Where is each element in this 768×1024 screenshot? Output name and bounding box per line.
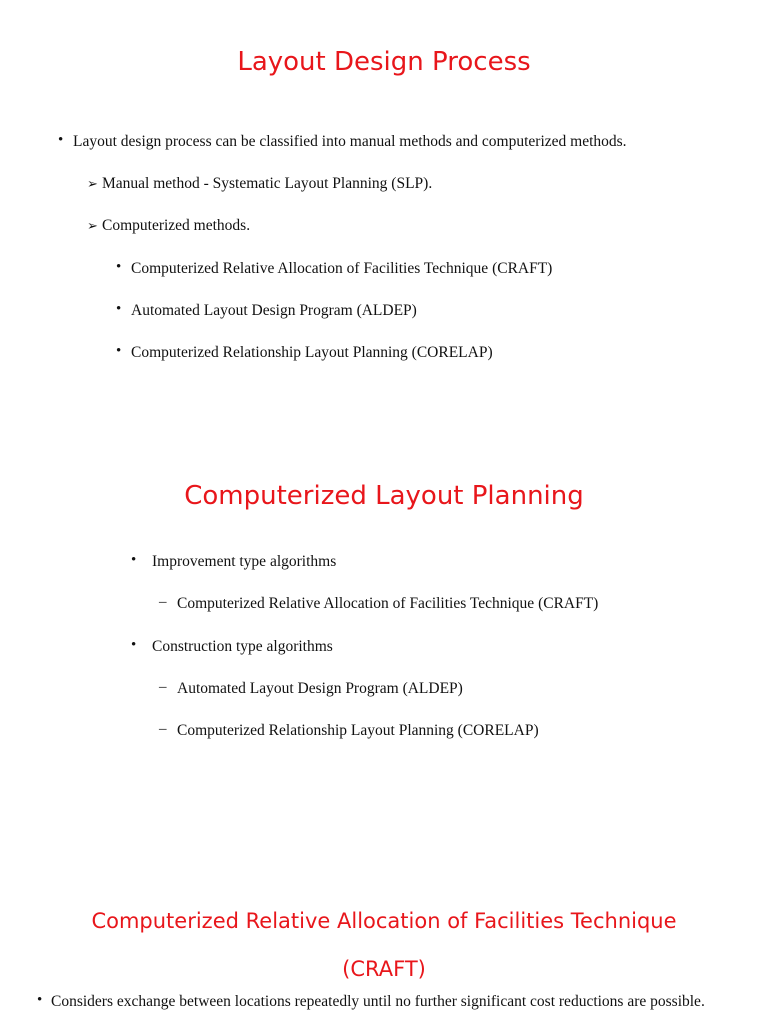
arrow-marker: ➢: [87, 176, 98, 191]
dash-marker: –: [159, 679, 167, 695]
slide1-sub-item: Computerized methods.: [102, 217, 251, 234]
slide3-bullet-text: Considers exchange between locations repeatedly until no further significant cost reductions are possible.: [51, 993, 705, 1010]
slide1-title: Layout Design Process: [237, 47, 531, 77]
slide1-method: Computerized Relative Allocation of Facilities Technique (CRAFT): [131, 260, 553, 277]
bullet-marker: •: [37, 992, 43, 1008]
bullet-marker: •: [131, 637, 137, 653]
slide2-group-item: Computerized Relationship Layout Planning (CORELAP): [177, 722, 539, 739]
dash-marker: –: [159, 721, 167, 737]
slide1-intro: Layout design process can be classified into manual methods and computerized methods.: [73, 133, 627, 150]
bullet-marker: •: [131, 552, 137, 568]
slide1-sub-item: Manual method - Systematic Layout Planning (SLP).: [102, 175, 433, 192]
slide2-group-item: Automated Layout Design Program (ALDEP): [177, 680, 463, 697]
slide3-title-line1: Computerized Relative Allocation of Facilities Technique: [91, 909, 677, 933]
bullet-marker: •: [116, 343, 122, 359]
arrow-marker: ➢: [87, 218, 98, 233]
slide2-group-item: Computerized Relative Allocation of Facilities Technique (CRAFT): [177, 595, 599, 612]
slide2-group-label: Construction type algorithms: [152, 638, 333, 655]
slide3-title-line2: (CRAFT): [342, 957, 426, 981]
dash-marker: –: [159, 594, 167, 610]
slide1-method: Computerized Relationship Layout Planning (CORELAP): [131, 344, 493, 361]
slide2-group-label: Improvement type algorithms: [152, 553, 337, 570]
bullet-marker: •: [58, 132, 64, 148]
slide2-title: Computerized Layout Planning: [184, 481, 584, 511]
bullet-marker: •: [116, 301, 122, 317]
slide1-method: Automated Layout Design Program (ALDEP): [131, 302, 417, 319]
bullet-marker: •: [116, 259, 122, 275]
